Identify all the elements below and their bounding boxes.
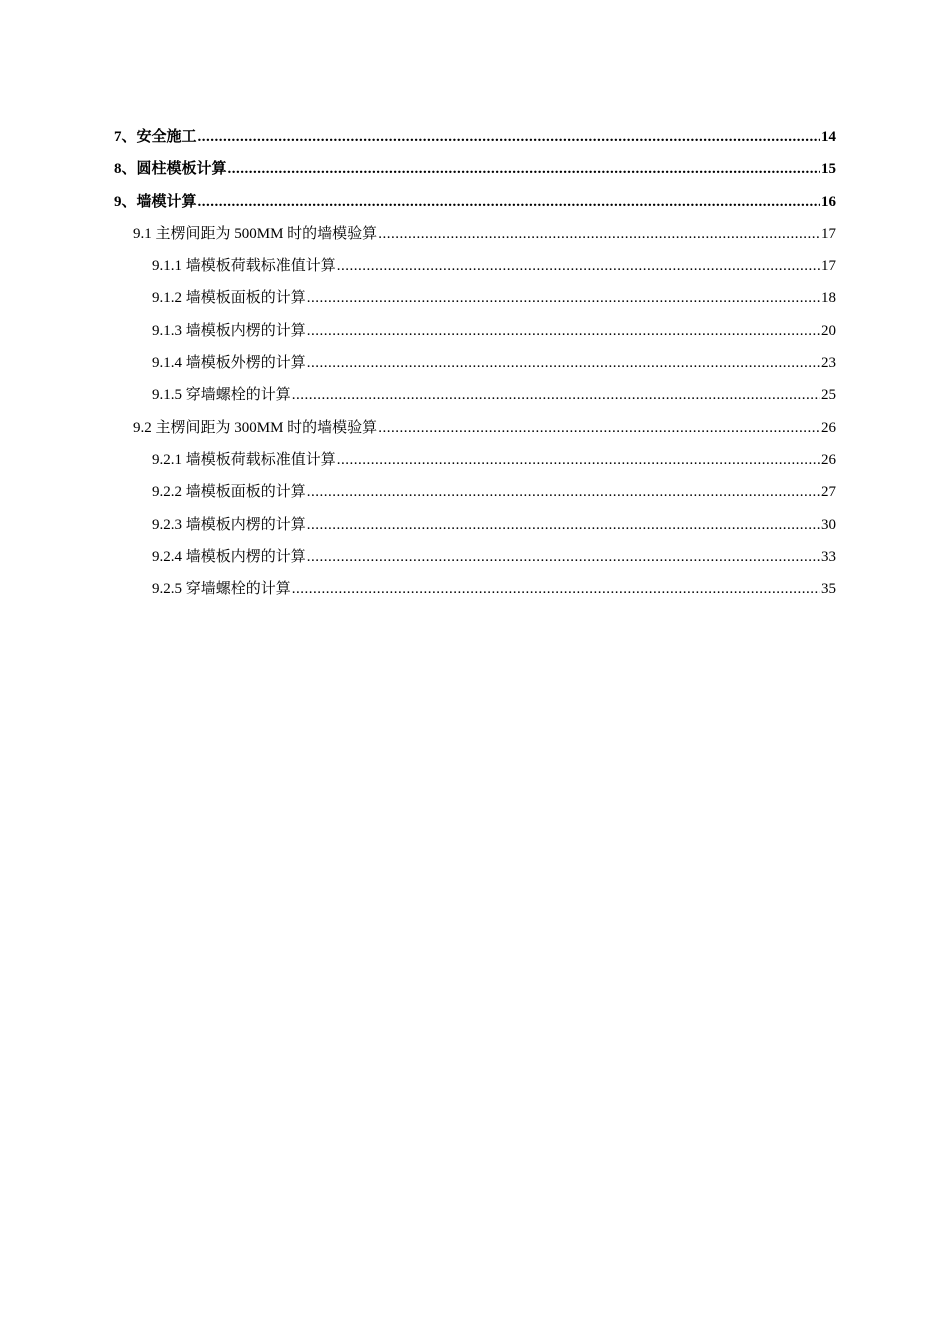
toc-entry-title: 9.1.5 穿墙螺栓的计算 [152, 387, 291, 404]
toc-dot-leader [292, 384, 820, 406]
toc-entry-page: 16 [821, 193, 836, 210]
toc-entry[interactable] [114, 223, 836, 255]
toc-entry-title: 9.2.1 墙模板荷载标准值计算 [152, 451, 336, 468]
toc-dot-leader [228, 158, 820, 180]
toc-entry-title: 9.2.5 穿墙螺栓的计算 [152, 581, 291, 598]
toc-entry-page: 15 [821, 161, 836, 178]
toc-dot-leader [307, 481, 820, 503]
toc-entry-page: 35 [821, 581, 836, 598]
toc-entry[interactable] [114, 287, 836, 319]
toc-entry[interactable] [114, 514, 836, 546]
toc-entry-title: 8、圆柱模板计算 [114, 161, 227, 178]
toc-entry-title: 7、安全施工 [114, 129, 197, 145]
toc-dot-leader [378, 417, 820, 439]
toc-entry-page: 27 [821, 484, 836, 501]
toc-entry-page: 14 [821, 129, 836, 145]
toc-entry[interactable] [114, 320, 836, 352]
toc-entry-page: 17 [821, 258, 836, 275]
toc-dot-leader [307, 514, 820, 536]
toc-entry-page: 26 [821, 451, 836, 468]
toc-entry-page: 25 [821, 387, 836, 404]
toc-dot-leader [198, 191, 820, 213]
toc-dot-leader [378, 223, 820, 245]
toc-entry[interactable] [114, 417, 836, 449]
table-of-contents [114, 126, 836, 610]
toc-entry[interactable] [114, 546, 836, 578]
toc-entry-page: 23 [821, 355, 836, 372]
toc-dot-leader [307, 352, 820, 374]
toc-dot-leader [292, 578, 820, 600]
toc-dot-leader [337, 255, 820, 277]
toc-entry-title: 9、墙模计算 [114, 193, 197, 210]
toc-entry[interactable] [114, 255, 836, 287]
toc-entry-page: 26 [821, 419, 836, 436]
toc-entry-page: 18 [821, 290, 836, 307]
toc-dot-leader [337, 449, 820, 471]
toc-entry-page: 33 [821, 548, 836, 565]
toc-entry[interactable] [114, 158, 836, 190]
toc-entry-title: 9.1.1 墙模板荷载标准值计算 [152, 258, 336, 275]
toc-entry[interactable] [114, 126, 836, 158]
toc-entry-title: 9.1.3 墙模板内楞的计算 [152, 322, 306, 339]
toc-entry-title: 9.2.2 墙模板面板的计算 [152, 484, 306, 501]
toc-entry[interactable] [114, 352, 836, 384]
toc-entry-page: 20 [821, 322, 836, 339]
toc-entry-title: 9.2.3 墙模板内楞的计算 [152, 516, 306, 533]
toc-entry-title: 9.2.4 墙模板内楞的计算 [152, 548, 306, 565]
toc-entry-page: 17 [821, 225, 836, 242]
toc-entry[interactable] [114, 449, 836, 481]
toc-dot-leader [198, 126, 820, 148]
toc-entry[interactable] [114, 191, 836, 223]
toc-dot-leader [307, 546, 820, 568]
toc-entry[interactable] [114, 384, 836, 416]
toc-entry-title: 9.1.4 墙模板外楞的计算 [152, 355, 306, 372]
toc-entry-page: 30 [821, 516, 836, 533]
toc-entry[interactable] [114, 481, 836, 513]
toc-entry[interactable] [114, 578, 836, 610]
toc-dot-leader [307, 320, 820, 342]
toc-entry-title: 9.1 主楞间距为 500MM 时的墙模验算 [133, 225, 378, 242]
toc-entry-title: 9.2 主楞间距为 300MM 时的墙模验算 [133, 419, 378, 436]
toc-dot-leader [307, 287, 820, 309]
toc-entry-title: 9.1.2 墙模板面板的计算 [152, 290, 306, 307]
